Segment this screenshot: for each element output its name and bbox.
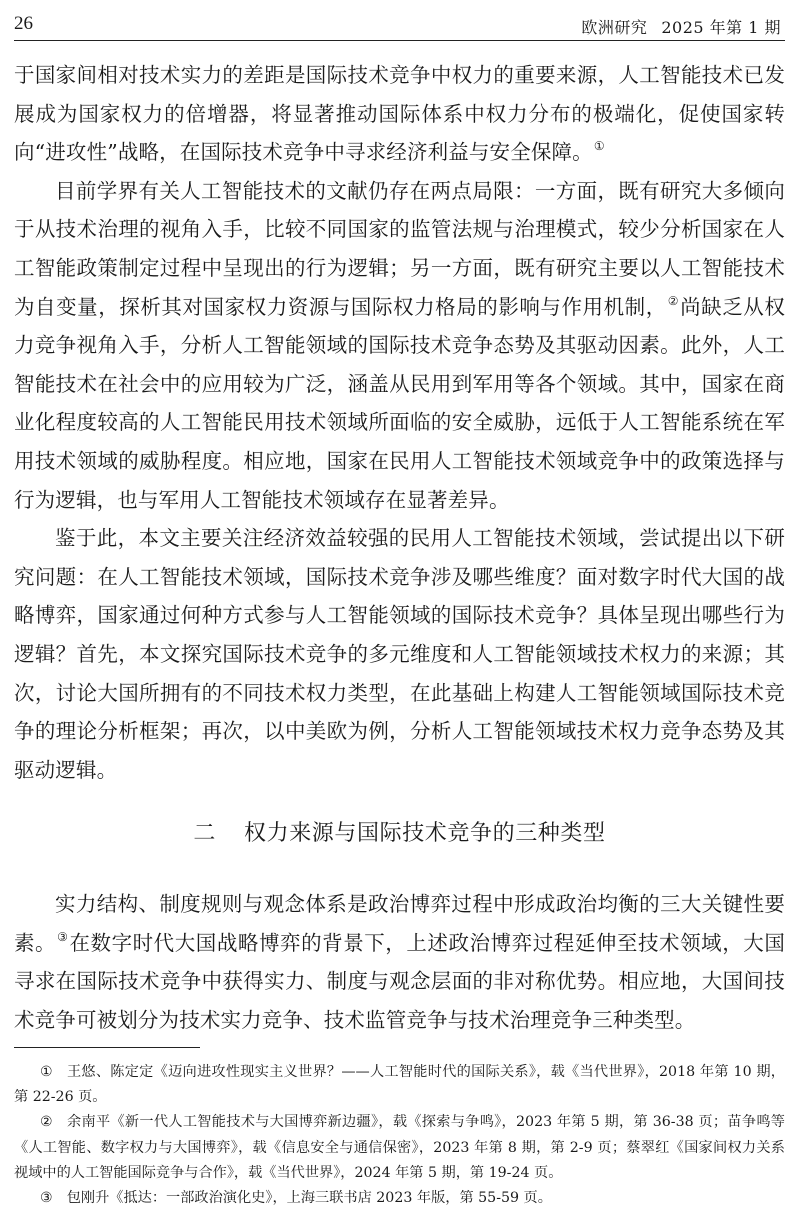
page-number: 26	[14, 13, 33, 34]
footnote-text: 包刚升《抵达：一部政治演化史》，上海三联书店 2023 年版，第 55-59 页。	[66, 1190, 552, 1207]
section-number: 二	[193, 821, 216, 846]
footnote-divider	[14, 1047, 200, 1048]
footnote-marker: ②	[40, 1114, 54, 1131]
paragraph-2: 目前学界有关人工智能技术的文献仍存在两点局限：一方面，既有研究大多倾向于从技术治理的视角入手，比较不同国家的监管法规与治理模式，较少分析国家在人工智能政策制定过程中呈现出的行为逻辑；另一方面，既有研究主要以人工智能技术为自变量，探析其对国家权力资源与国际权力格局的影响与作用机制，②尚缺乏从权力竞争视角入手，分析人工智能领域的国际技术竞争态势及其驱动因素。此外，人工智能技术在社会中的应用较为广泛，涵盖从民用到军用等各个领域。其中，国家在商业化程度较高的人工智能民用技术领域所面临的安全威胁，远低于人工智能系统在军用技术领域的威胁程度。相应地，国家在民用人工智能技术领域竞争中的政策选择与行为逻辑，也与军用人工智能技术领域存在显著差异。	[14, 178, 786, 512]
paragraph-4: 实力结构、制度规则与观念体系是政治博弈过程中形成政治均衡的三大关键性要素。③在数字时代大国战略博弈的背景下，上述政治博弈过程延伸至技术领域，大国寻求在国际技术竞争中获得实力、制度与观念层面的非对称优势。相应地，大国间技术竞争可被划分为技术实力竞争、技术监管竞争与技术治理竞争三种类型。	[14, 892, 785, 1032]
body-text-lower	[14, 885, 785, 1039]
footnote-ref-2[interactable]: ②	[667, 293, 680, 308]
section-heading	[0, 816, 799, 847]
running-header	[14, 8, 785, 41]
running-head	[581, 15, 781, 38]
section-title: 权力来源与国际技术竞争的三种类型	[244, 821, 606, 846]
footnote-marker: ③	[40, 1190, 53, 1207]
paragraph-1: 于国家间相对技术实力的差距是国际技术竞争中权力的重要来源，人工智能技术已发展成为国家权力的倍增器，将显著推动国际体系中权力分布的极端化，促使国家转向“进攻性”战略，在国际技术竞争中寻求经济利益与安全保障。①	[14, 63, 785, 165]
footnote-ref-3[interactable]: ③	[57, 929, 69, 944]
footnote-ref-1[interactable]: ①	[593, 139, 605, 154]
footnotes	[14, 1060, 785, 1211]
footnote-text: 余南平《新一代人工智能技术与大国博弈新边疆》，载《探索与争鸣》，2023 年第 5 期，第 36-38 页；苗争鸣等《人工智能、数字权力与大国博弈》，载《信息安全与通信保密》，2023 年第 8 期，第 2-9 页；蔡翠红《国家间权力关系视域中的人工智能国际竞争与合作》，载《当代世界》，2024 年第 5 期，第 19-24 页。	[14, 1114, 785, 1181]
paragraph-3: 鉴于此，本文主要关注经济效益较强的民用人工智能技术领域，尝试提出以下研究问题：在人工智能技术领域，国际技术竞争涉及哪些维度？面对数字时代大国的战略博弈，国家通过何种方式参与人工智能领域的国际技术竞争？具体呈现出哪些行为逻辑？首先，本文探究国际技术竞争的多元维度和人工智能领域技术权力的来源；其次，讨论大国所拥有的不同技术权力类型，在此基础上构建人工智能领域国际技术竞争的理论分析框架；再次，以中美欧为例，分析人工智能领域技术权力竞争态势及其驱动逻辑。	[14, 526, 785, 782]
journal-issue: 2025 年第 1 期	[661, 18, 781, 37]
body-text-upper	[14, 56, 785, 789]
footnote-text: 王悠、陈定定《迈向进攻性现实主义世界？——人工智能时代的国际关系》，载《当代世界》，2018 年第 10 期，第 22-26 页。	[14, 1064, 785, 1106]
footnote-1	[14, 1060, 785, 1110]
footnote-marker: ①	[40, 1064, 53, 1080]
footnote-2	[14, 1110, 785, 1186]
footnote-3	[14, 1186, 785, 1211]
journal-name: 欧洲研究	[581, 18, 648, 37]
